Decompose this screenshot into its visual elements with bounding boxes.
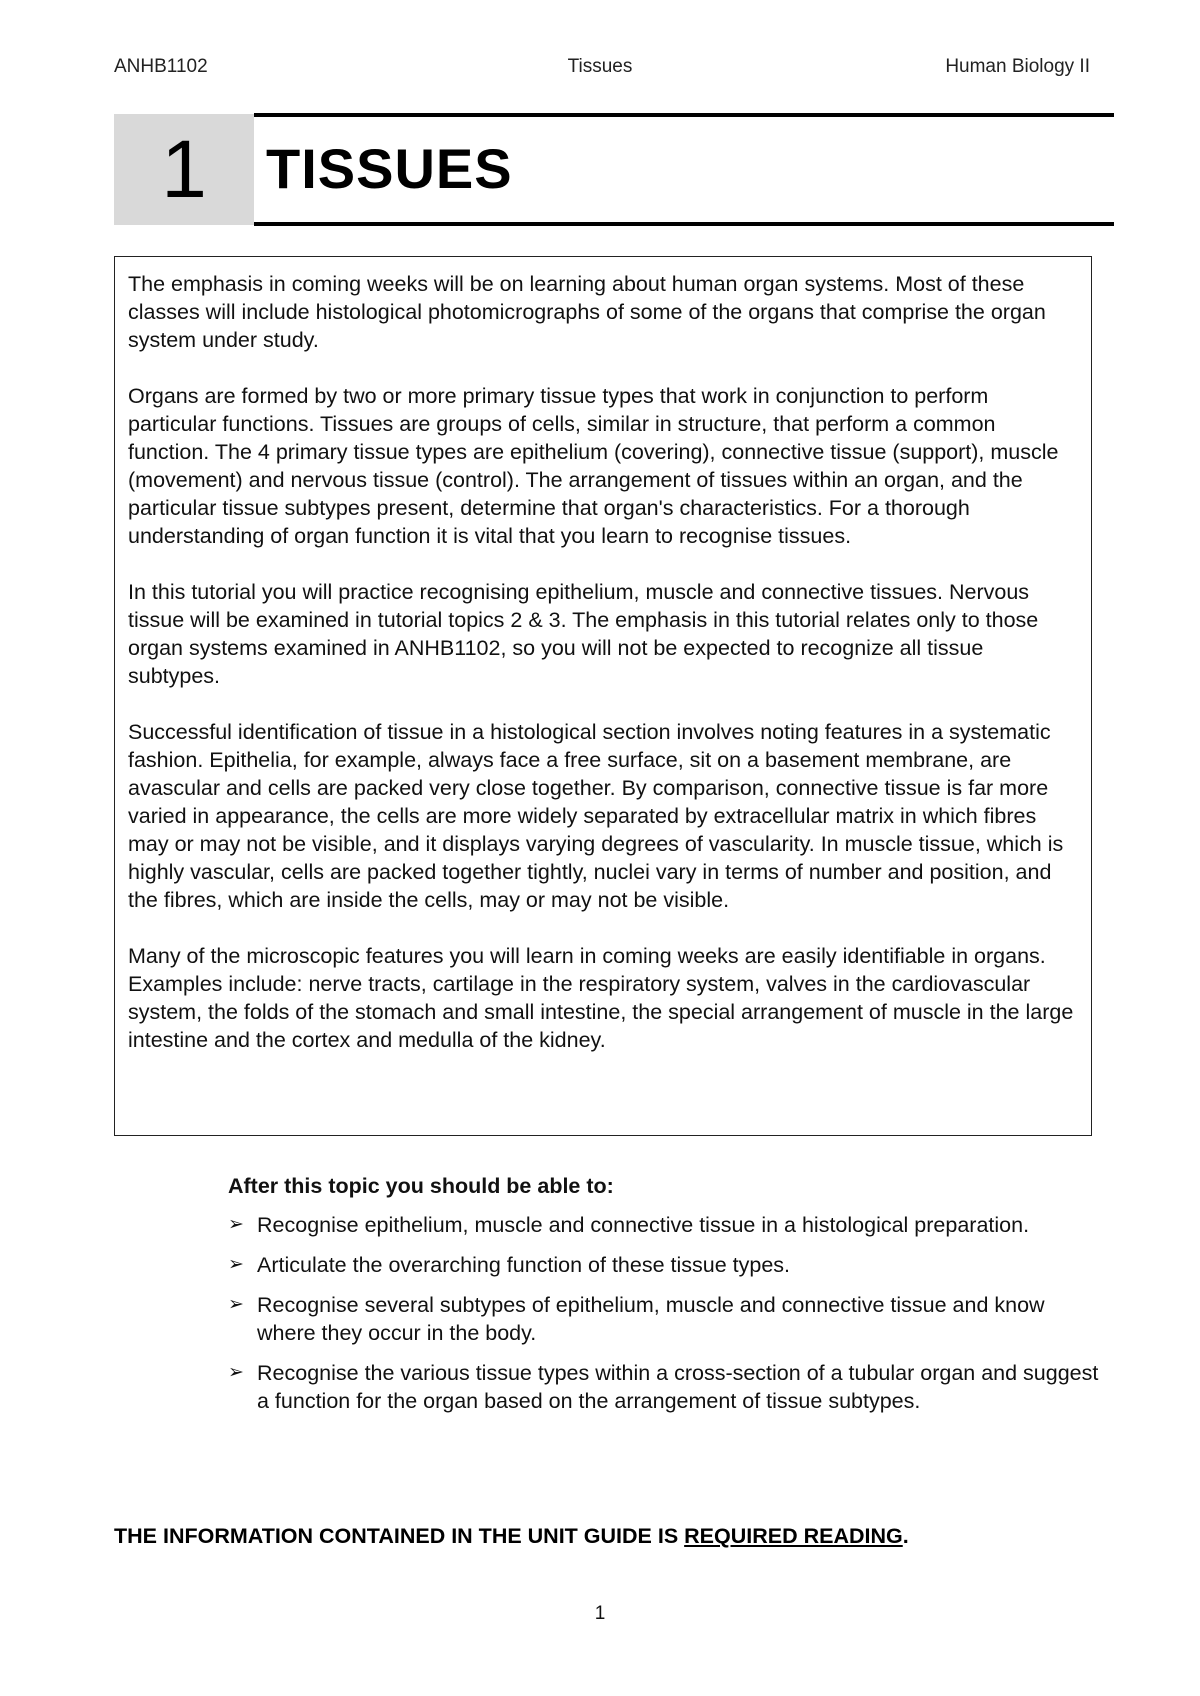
header-topic: Tissues	[567, 56, 633, 77]
intro-paragraph: The emphasis in coming weeks will be on learning about human organ systems. Most of these classes will include histological photomicrographs of some of the organs that comprise the organ system under study.	[128, 272, 1046, 352]
required-reading-notice	[114, 1524, 909, 1549]
intro-paragraph: In this tutorial you will practice recognising epithelium, muscle and connective tissues. Nervous tissue will be examined in tutorial topics 2 & 3. The emphasis in this tutorial relates only to those organ systems examined in ANHB1102, so you will not be expected to recognize all tissue subtypes.	[128, 580, 1039, 688]
objective-item	[228, 1291, 1108, 1347]
arrow-bullet-icon: ➢	[228, 1294, 244, 1315]
arrow-bullet-icon: ➢	[228, 1254, 244, 1275]
title-rule-top	[254, 113, 1114, 117]
objective-text: Recognise several subtypes of epithelium, muscle and connective tissue and know where they occur in the body.	[257, 1293, 1045, 1345]
arrow-bullet-icon: ➢	[228, 1362, 244, 1383]
intro-paragraph: Many of the microscopic features you will learn in coming weeks are easily identifiable in organs. Examples include: nerve tracts, cartilage in the respiratory system, valves in the cardiovascular system, the folds of the stomach and small intestine, the special arrangement of muscle in the large intestine and the cortex and medulla of the kidney.	[128, 944, 1074, 1052]
learning-objectives	[228, 1174, 1108, 1427]
notice-suffix: .	[902, 1524, 909, 1548]
arrow-bullet-icon: ➢	[228, 1214, 244, 1235]
objective-item	[228, 1359, 1108, 1415]
notice-emphasis: REQUIRED READING	[684, 1524, 903, 1548]
title-rule-bottom	[254, 222, 1114, 226]
header-course-code: ANHB1102	[114, 56, 208, 77]
intro-paragraph: Successful identification of tissue in a histological section involves noting features in a systematic fashion. Epithelia, for example, always face a free surface, sit on a basement membrane, are avascular and cells are packed very close together. By comparison, connective tissue is far more varied in appearance, the cells are more widely separated by extracellular matrix in which fibres may or may not be visible, and it displays varying degrees of vascularity. In muscle tissue, which is highly vascular, cells are packed together tightly, nuclei vary in terms of number and position, and the fibres, which are inside the cells, may or may not be visible.	[128, 720, 1064, 912]
objective-item	[228, 1211, 1108, 1239]
objective-text: Recognise epithelium, muscle and connective tissue in a histological preparation.	[257, 1213, 1030, 1237]
objectives-list	[228, 1211, 1108, 1415]
intro-box	[114, 256, 1092, 1136]
intro-paragraph: Organs are formed by two or more primary tissue types that work in conjunction to perform particular functions. Tissues are groups of cells, similar in structure, that perform a common function. The 4 primary tissue types are epithelium (covering), connective tissue (support), muscle (movement) and nervous tissue (control). The arrangement of tissues within an organ, and the particular tissue subtypes present, determine that organ's characteristics. For a thorough understanding of organ function it is vital that you learn to recognise tissues.	[128, 384, 1059, 548]
notice-prefix: THE INFORMATION CONTAINED IN THE UNIT GUIDE IS	[114, 1524, 685, 1548]
objective-text: Recognise the various tissue types within a cross-section of a tubular organ and suggest a function for the organ based on the arrangement of tissue subtypes.	[257, 1361, 1099, 1413]
header-course-name: Human Biology II	[945, 56, 1090, 77]
chapter-number: 1	[114, 114, 254, 225]
objective-text: Articulate the overarching function of these tissue types.	[257, 1253, 791, 1277]
chapter-title: TISSUES	[266, 137, 513, 200]
page-number: 1	[594, 1603, 606, 1624]
objectives-heading: After this topic you should be able to:	[228, 1174, 614, 1198]
objective-item	[228, 1251, 1108, 1279]
